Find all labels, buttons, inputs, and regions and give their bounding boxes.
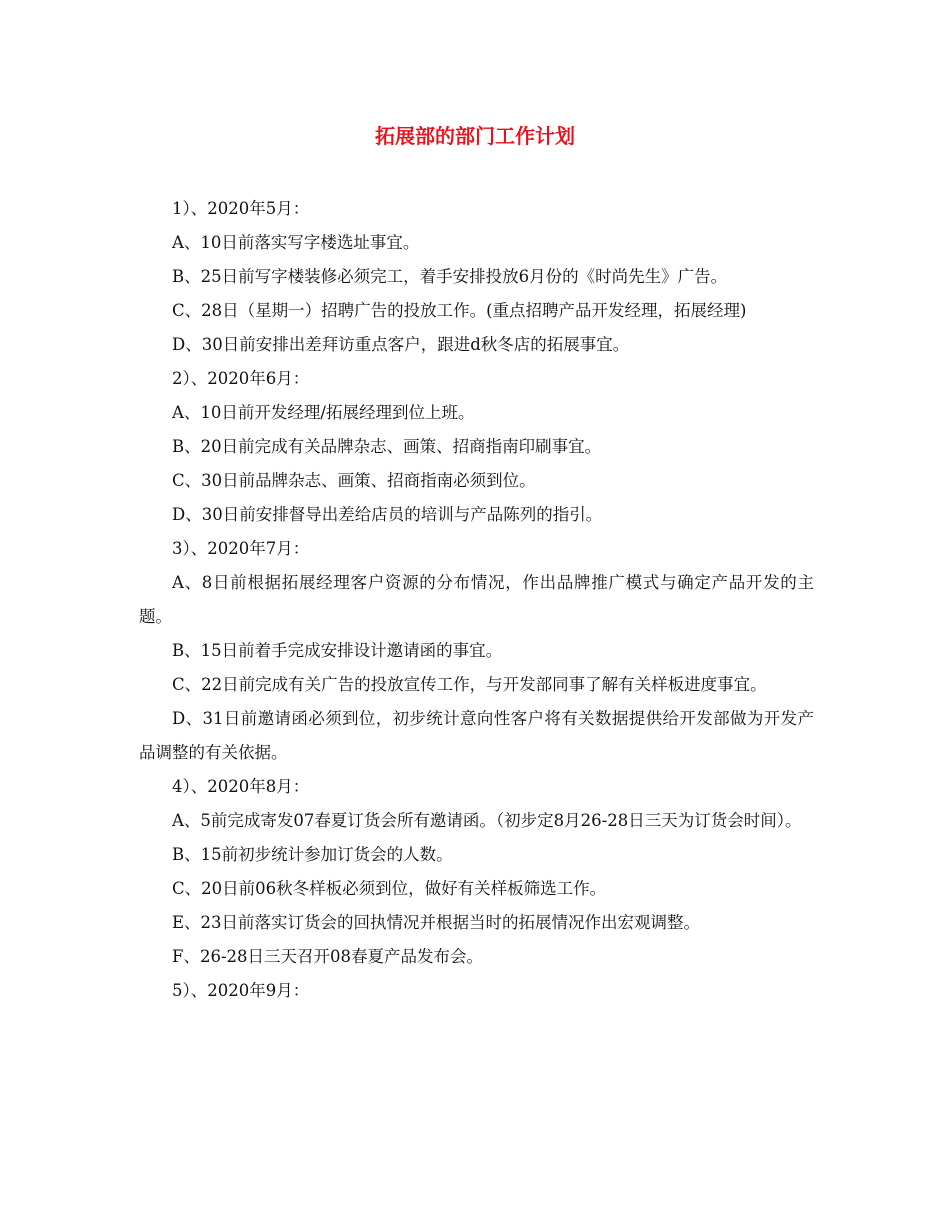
paragraph: B、15前初步统计参加订货会的人数。 [172,845,453,864]
paragraph-may-heading: 1）、2020年5月： [172,199,310,218]
paragraph: C、30日前品牌杂志、画策、招商指南必须到位。 [172,471,536,490]
paragraph: A、10日前落实写字楼选址事宜。 [172,233,420,252]
paragraph: C、28日（星期一）招聘广告的投放工作。(重点招聘产品开发经理，拓展经理) [172,301,747,320]
paragraph: D、31日前邀请函必须到位，初步统计意向性客户将有关数据提供给开发部做为开发产品调整的有关依据。 [139,709,814,762]
paragraph: F、26-28日三天召开08春夏产品发布会。 [172,947,484,966]
paragraph: D、30日前安排督导出差给店员的培训与产品陈列的指引。 [172,505,603,524]
paragraph: B、25日前写字楼装修必须完工，着手安排投放6月份的《时尚先生》广告。 [172,267,728,286]
paragraph: C、22日前完成有关广告的投放宣传工作，与开发部同事了解有关样板进度事宜。 [172,675,767,694]
paragraph: E、23日前落实订货会的回执情况并根据当时的拓展情况作出宏观调整。 [172,913,701,932]
paragraph: C、20日前06秋冬样板必须到位，做好有关样板筛选工作。 [172,879,607,898]
paragraph: B、20日前完成有关品牌杂志、画策、招商指南印刷事宜。 [172,437,602,456]
paragraph: D、30日前安排出差拜访重点客户，跟进d秋冬店的拓展事宜。 [172,335,630,354]
paragraph: A、8日前根据拓展经理客户资源的分布情况，作出品牌推广模式与确定产品开发的主题。 [139,573,814,626]
document-title: 拓展部的部门工作计划 [375,124,575,148]
paragraph-september-heading: 5）、2020年9月： [172,981,310,1000]
paragraph: B、15日前着手完成安排设计邀请函的事宜。 [172,641,503,660]
document-body [139,192,814,1008]
paragraph-august-heading: 4）、2020年8月： [172,777,310,796]
paragraph: A、5前完成寄发07春夏订货会所有邀请函。（初步定8月26-28日三天为订货会时间）。 [172,811,802,830]
paragraph-june-heading: 2）、2020年6月： [172,369,310,388]
paragraph-july-heading: 3）、2020年7月： [172,539,310,558]
paragraph: A、10日前开发经理/拓展经理到位上班。 [172,403,475,422]
